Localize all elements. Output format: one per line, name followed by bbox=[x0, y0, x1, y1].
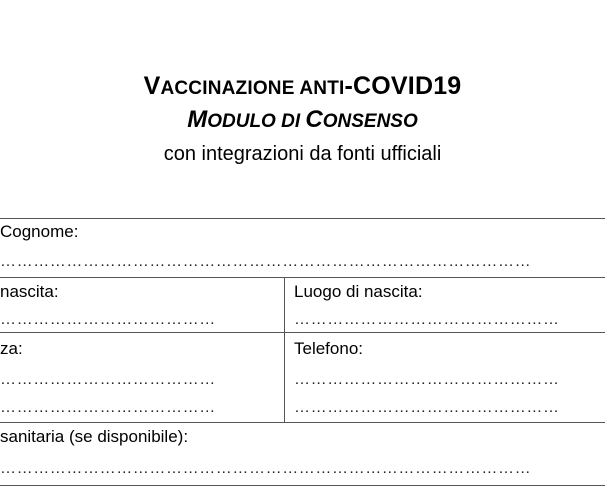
title-hyphen: - bbox=[344, 72, 354, 100]
title-covid: COVID19 bbox=[353, 72, 462, 100]
birth-date-field[interactable]: ………………………………… bbox=[0, 311, 216, 328]
subtitle-smallcaps-1: ODULO DI bbox=[207, 111, 306, 132]
birth-place-label: Luogo di nascita: bbox=[294, 282, 423, 301]
birth-date-label: nascita: bbox=[0, 282, 59, 301]
row-divider bbox=[0, 332, 605, 333]
residence-field-line2[interactable]: ………………………………… bbox=[0, 399, 216, 416]
document-subline: con integrazioni da fonti ufficiali bbox=[163, 143, 442, 165]
row-divider bbox=[0, 485, 605, 486]
subtitle-smallcaps-2: ONSENSO bbox=[322, 111, 418, 132]
birth-place-field[interactable]: ………………………………………… bbox=[294, 311, 560, 328]
title-initial: V bbox=[143, 72, 161, 100]
phone-field-line1[interactable]: ………………………………………… bbox=[294, 371, 560, 388]
row-divider bbox=[0, 422, 605, 423]
health-card-field[interactable]: …………………………………………………………………………………… bbox=[0, 460, 532, 477]
document-title bbox=[0, 72, 605, 103]
name-field[interactable]: …………………………………………………………………………………… bbox=[0, 253, 532, 270]
phone-label: Telefono: bbox=[294, 339, 363, 358]
name-label: Cognome: bbox=[0, 222, 79, 241]
residence-label: za: bbox=[0, 339, 23, 358]
row-divider bbox=[0, 218, 605, 219]
title-smallcaps: ACCINAZIONE ANTI bbox=[160, 78, 345, 99]
health-card-label: sanitaria (se disponibile): bbox=[0, 427, 189, 446]
consent-form-table bbox=[0, 218, 605, 492]
row-divider bbox=[0, 277, 605, 278]
column-divider bbox=[284, 277, 285, 422]
subtitle-initial-m: M bbox=[187, 106, 208, 133]
document-subtitle bbox=[0, 105, 605, 137]
subtitle-initial-c: C bbox=[305, 106, 323, 133]
residence-field-line1[interactable]: ………………………………… bbox=[0, 371, 216, 388]
phone-field-line2[interactable]: ………………………………………… bbox=[294, 399, 560, 416]
